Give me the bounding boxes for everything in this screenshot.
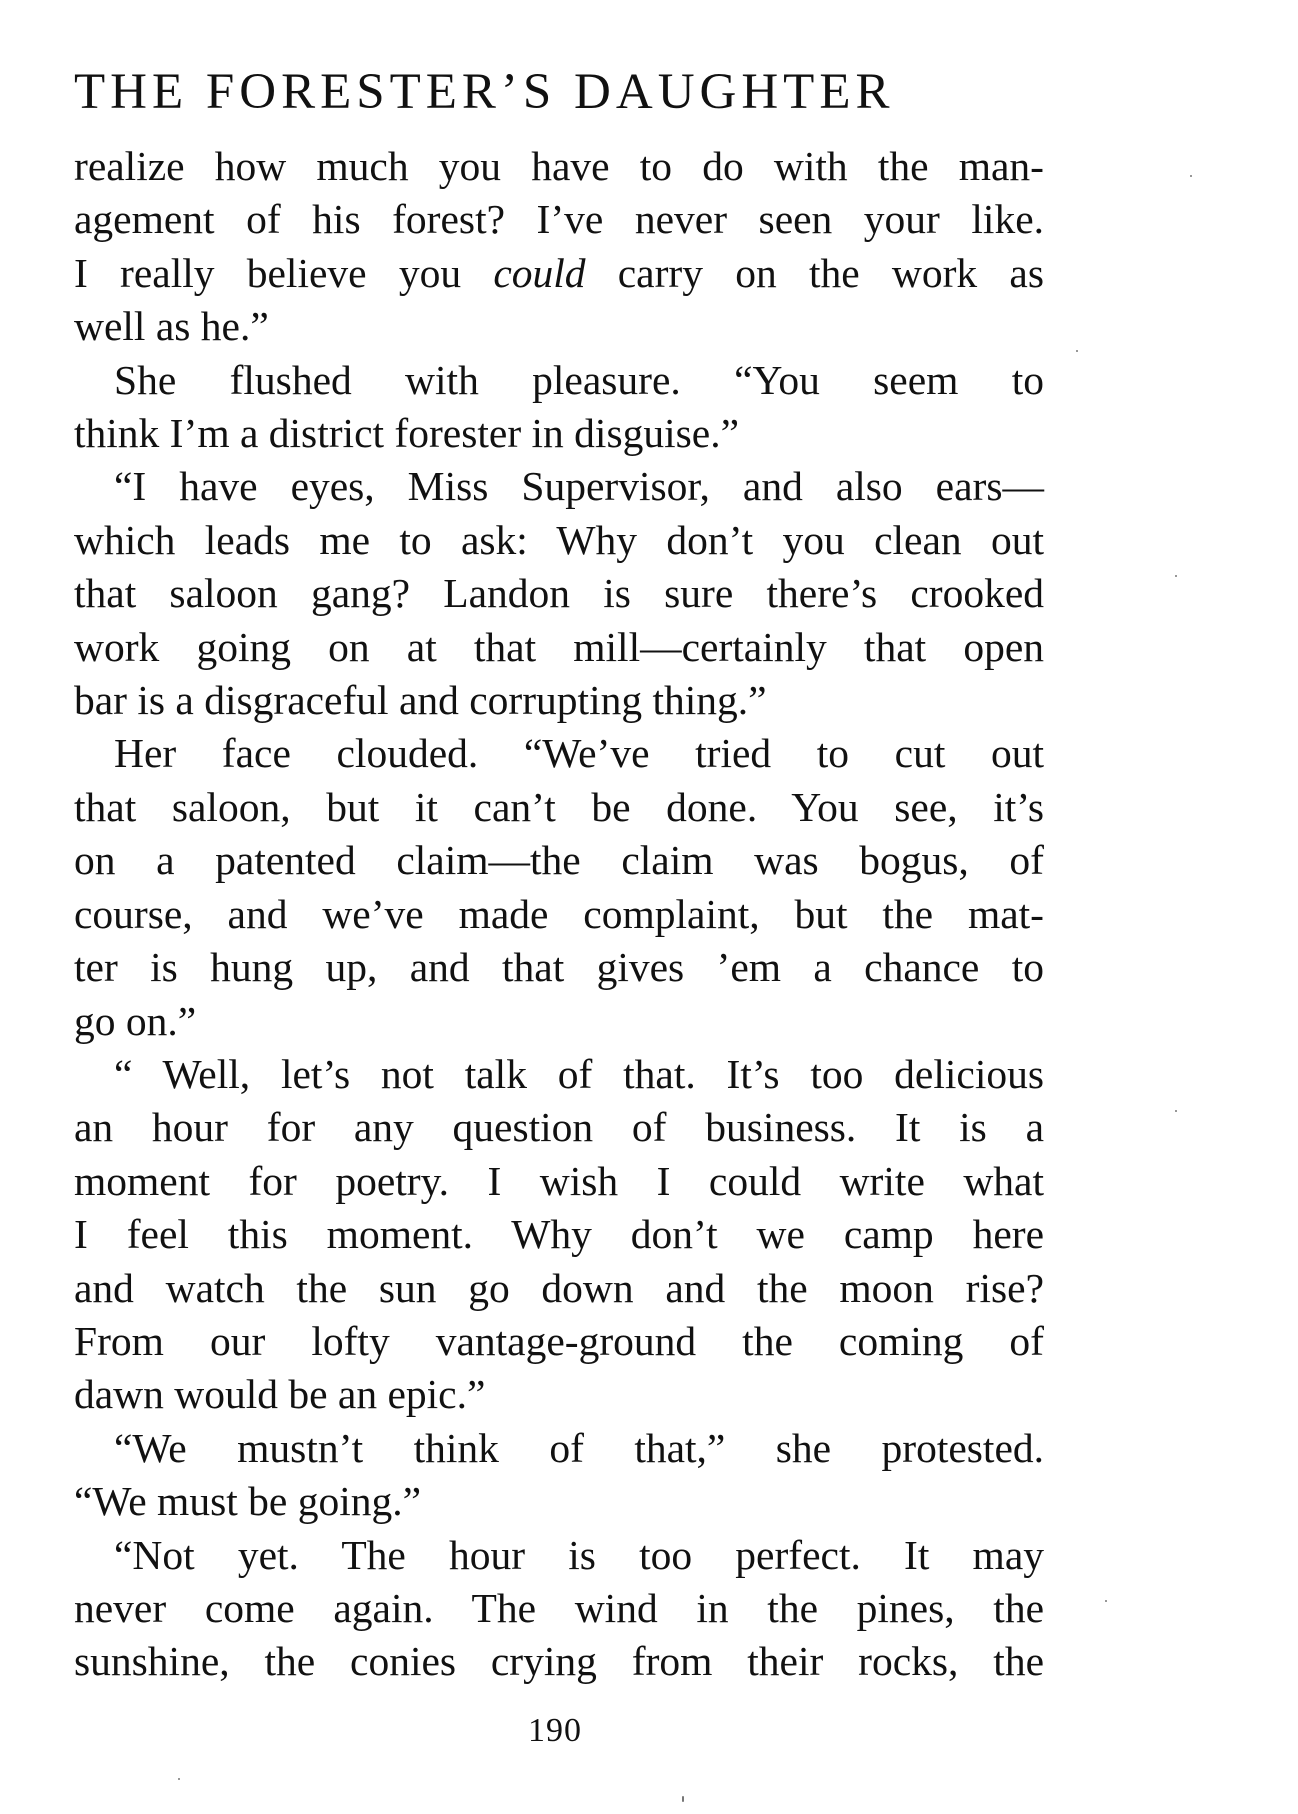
- text-line: I really believe you could carry on the work as: [74, 249, 1044, 296]
- scan-speck: [178, 1778, 180, 1780]
- text-line: dawn would be an epic.”: [74, 1371, 486, 1418]
- text-line: an hour for any question of business. It is a: [74, 1104, 1044, 1151]
- text-line: course, and we’ve made complaint, but the mat-: [74, 890, 1044, 937]
- text-line: “Not yet. The hour is too perfect. It may: [114, 1531, 1044, 1578]
- text-line: moment for poetry. I wish I could write what: [74, 1157, 1044, 1204]
- text-line: on a patented claim—the claim was bogus, of: [74, 837, 1044, 884]
- text-line: I feel this moment. Why don’t we camp here: [74, 1211, 1044, 1258]
- scan-speck: [1190, 175, 1192, 177]
- paragraph: [74, 460, 1044, 727]
- emphasis: could: [493, 249, 586, 296]
- page-number: 190: [528, 1712, 582, 1749]
- text-line: well as he.”: [74, 303, 269, 350]
- paragraph: [74, 354, 1044, 461]
- text-line: work going on at that mill—certainly that open: [74, 623, 1044, 670]
- text-line: never come again. The wind in the pines, the: [74, 1584, 1044, 1631]
- text-line: bar is a disgraceful and corrupting thing.”: [74, 677, 767, 724]
- text-line: go on.”: [74, 997, 197, 1044]
- text-line: From our lofty vantage-ground the coming of: [74, 1317, 1044, 1364]
- scan-speck: [1175, 1110, 1177, 1112]
- text-line: that saloon gang? Landon is sure there’s crooked: [74, 570, 1044, 617]
- text-line: “ Well, let’s not talk of that. It’s too delicious: [114, 1050, 1044, 1097]
- text-line: “We mustn’t think of that,” she protested.: [114, 1424, 1044, 1471]
- body-text: [74, 140, 1044, 1689]
- text-line: realize how much you have to do with the man-: [74, 143, 1044, 189]
- scan-speck: [1175, 575, 1177, 577]
- text-line: that saloon, but it can’t be done. You see, it’s: [74, 783, 1044, 830]
- scan-speck: [1105, 1600, 1107, 1602]
- paragraph: [74, 1048, 1044, 1422]
- scan-speck: [682, 1796, 684, 1802]
- text-line: Her face clouded. “We’ve tried to cut out: [114, 730, 1044, 777]
- paragraph: [74, 1422, 1044, 1529]
- book-page: [74, 52, 1044, 1689]
- text-line: think I’m a district forester in disguise.”: [74, 410, 739, 457]
- text-line: agement of his forest? I’ve never seen your like.: [74, 196, 1044, 243]
- text-line: which leads me to ask: Why don’t you clean out: [74, 516, 1044, 563]
- paragraph: [74, 727, 1044, 1047]
- text-line: “We must be going.”: [74, 1478, 422, 1525]
- text-line: She flushed with pleasure. “You seem to: [114, 356, 1044, 403]
- paragraph: [74, 1529, 1044, 1689]
- text-line: “I have eyes, Miss Supervisor, and also ears—: [114, 463, 1044, 510]
- scan-speck: [1076, 350, 1078, 352]
- paragraph: [74, 140, 1044, 354]
- text-line: ter is hung up, and that gives ’em a chance to: [74, 944, 1044, 991]
- running-head: THE FORESTER’S DAUGHTER: [74, 64, 895, 120]
- text-line: sunshine, the conies crying from their rocks, the: [74, 1638, 1044, 1685]
- text-line: and watch the sun go down and the moon rise?: [74, 1264, 1044, 1311]
